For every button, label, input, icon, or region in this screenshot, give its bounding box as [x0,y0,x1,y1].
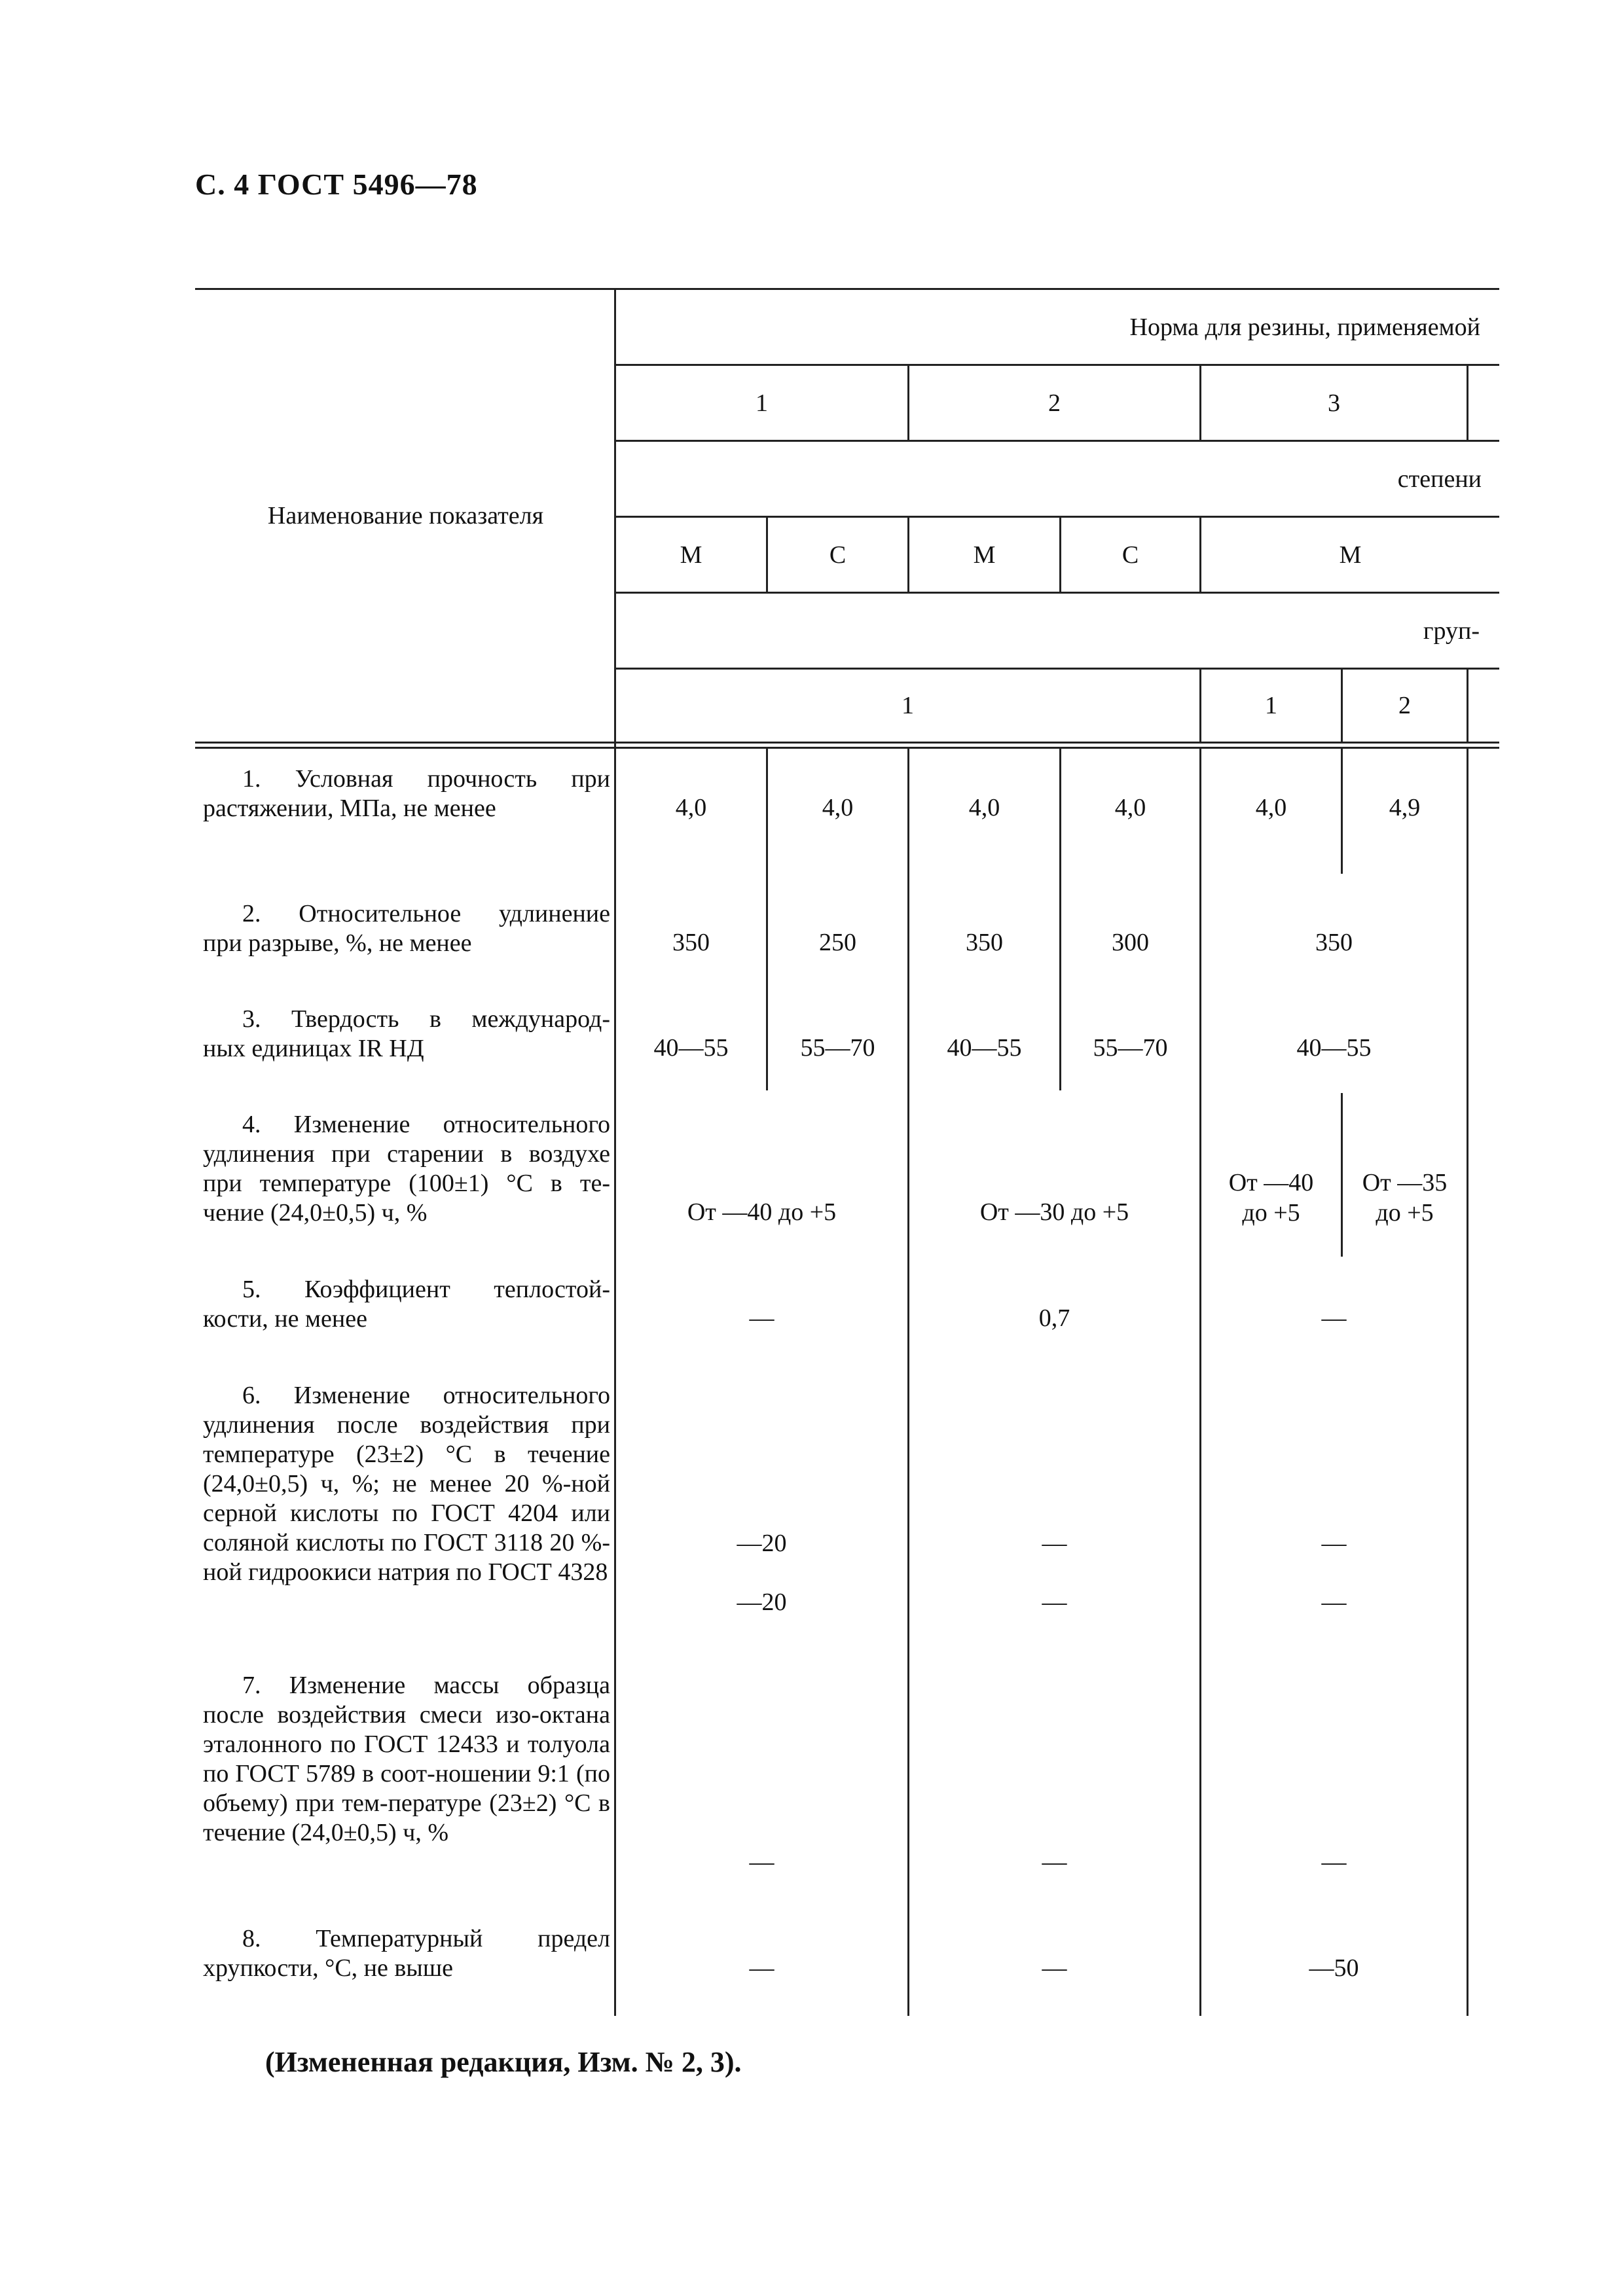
table-cell: —50 [1309,1954,1359,1982]
table-cell: — [749,1954,775,1982]
table-row-label: 5. Коэффициент теплостой- кости, не менее [203,1276,610,1333]
table-row-label: 2. Относительное удлинение при разрыве, %, не менее [203,900,610,957]
body-vline [1467,747,1468,2016]
degree-col-5: М [1339,541,1362,569]
table-cell: 300 [1112,929,1149,956]
table-cell: От —35 [1362,1169,1448,1196]
table-cell: — [749,1848,775,1876]
table-cell: 250 [819,929,856,956]
degree-col-1: М [680,541,702,569]
table-cell: 4,0 [822,794,854,821]
group-col-3: 2 [1398,692,1411,719]
table-cell: — [749,1304,775,1332]
degree-header: степени [1397,465,1482,493]
table-cell: — [1321,1530,1347,1557]
table-cell: 40—55 [947,1034,1022,1062]
table-cell: 40—55 [1296,1034,1372,1062]
degree-col-4: С [1122,541,1139,569]
table-cell: —20 [737,1530,787,1557]
degree-col-2: С [829,541,847,569]
table-row-label: 6. Изменение относительного удлинения после воздействия при температуре (23±2) °С в течение (24,0±0,5) ч, %; не менее 20 %-ной серной кислоты по ГОСТ 4204 или соляной кислоты по ГОСТ 3118 20 %-ной гидроокиси натрия по ГОСТ 4328 [203,1382,610,1586]
table-row-label: 4. Изменение относительного удлинения при старении в воздухе при температуре (100±1) °С в те-чение (24,0±0,5) ч, % [203,1111,610,1227]
table-cell: до +5 [1376,1199,1434,1227]
table-cell: 55—70 [800,1034,875,1062]
header-vline [1467,364,1468,440]
table-cell: —20 [737,1588,787,1616]
norm-header: Норма для резины, применяемой [1129,313,1480,341]
table-row-label: 8. Температурный предел хрупкости, °С, не выше [203,1925,610,1982]
climate-col-3: 3 [1328,389,1340,417]
table-cell: 0,7 [1038,1304,1070,1332]
table-cell: 55—70 [1093,1034,1168,1062]
header-vline [1467,668,1468,744]
table-cell: — [1042,1530,1067,1557]
table-cell: 4,0 [968,794,1000,821]
table-cell: — [1321,1848,1347,1876]
name-column-header: Наименование показателя [267,502,544,529]
header-bottom-rule-b [195,747,1499,749]
table-cell: — [1042,1954,1067,1982]
table-cell: до +5 [1242,1199,1300,1227]
climate-col-1: 1 [756,389,768,417]
table-cell: 4,0 [1114,794,1146,821]
table-cell: — [1321,1588,1347,1616]
group-col-1: 1 [902,692,914,719]
group-header: груп- [1423,617,1480,645]
table-cell: — [1042,1848,1067,1876]
amendment-note: (Измененная редакция, Изм. № 2, 3). [265,2046,742,2078]
table-row-label: 1. Условная прочность при растяжении, МПа, не менее [203,765,610,822]
degree-col-3: М [973,541,996,569]
table-cell: От —40 до +5 [687,1198,837,1226]
table-cell: 350 [1315,929,1353,956]
table-row-label: 7. Изменение массы образца после воздействия смеси изо-октана эталонного по ГОСТ 12433 и толуола по ГОСТ 5789 в соот-ношении 9:1 (по объему) при тем-пературе (23±2) °С в течение (24,0±0,5) ч, % [203,1672,610,1846]
page-header: С. 4 ГОСТ 5496—78 [195,168,478,201]
table-cell: 350 [672,929,710,956]
table-row-label: 3. Твердость в международ- ных единицах IR НД [203,1005,610,1062]
table-cell: — [1042,1588,1067,1616]
table-cell: От —30 до +5 [979,1198,1129,1226]
group-col-2: 1 [1265,692,1277,719]
header-bottom-rule-a [195,742,1499,744]
table-cell: 4,9 [1389,794,1421,821]
table-cell: 40—55 [653,1034,729,1062]
table-cell: — [1321,1304,1347,1332]
climate-col-2: 2 [1048,389,1061,417]
table-cell: 4,0 [675,794,707,821]
table-cell: От —40 [1228,1169,1314,1196]
table-cell: 350 [966,929,1003,956]
table-cell: 4,0 [1255,794,1287,821]
